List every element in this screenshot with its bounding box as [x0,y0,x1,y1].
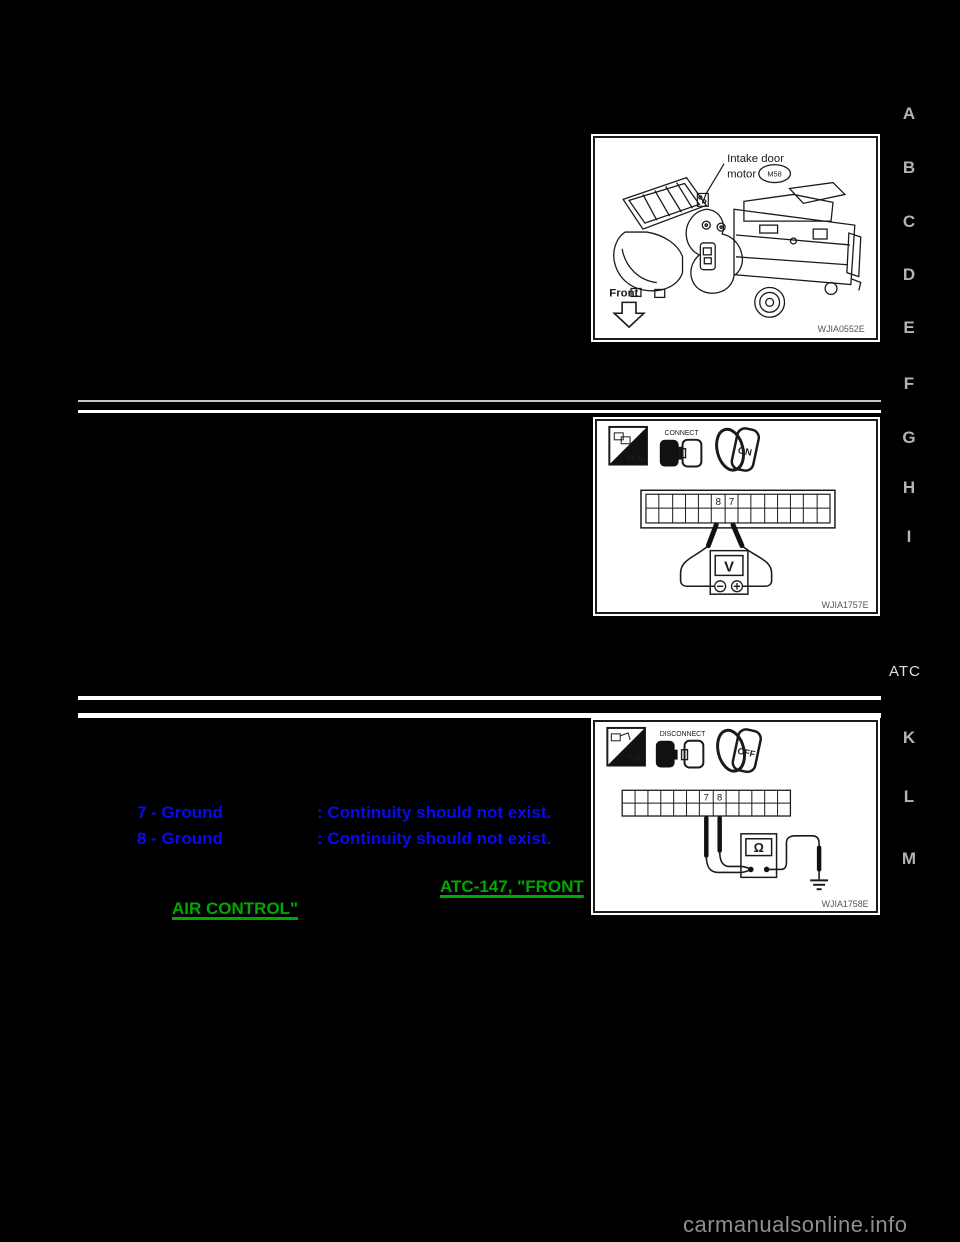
intake-grille [623,178,706,229]
figure-frame [595,419,878,614]
index-letter-m: M [901,849,917,868]
figure-frame [593,136,878,340]
test-lead-wire [681,546,715,587]
figure-code: WJIA1758E [821,899,869,910]
section-label-atc: ATC [889,663,921,680]
continuity-check-drawing [595,722,876,911]
figure-continuity-check [591,718,880,915]
connector-grid [622,790,790,816]
ignition-on-icon [713,426,761,473]
figure-voltage-check [593,417,880,616]
test-lead-wire [742,546,772,587]
connector-ref: M58 [767,169,782,179]
index-letter-b: B [902,158,916,177]
tool-label: T.S. [626,754,644,766]
figure-code: WJIA0552E [817,324,865,335]
pin-label-right: 8 [717,791,723,803]
continuity-check-row [137,826,551,852]
reference-link-atc-147-part2[interactable]: AIR CONTROL" [172,899,299,918]
ground-lead-wire [767,836,819,870]
plus-terminal-icon [732,581,743,592]
check-result: : Continuity should not exist. [317,803,552,822]
disconnect-icon [656,731,706,768]
pin-label-left: 8 [715,497,721,509]
index-letter-k: K [902,728,916,747]
figure-intake-door-motor-location [591,134,880,342]
meter-terminal [748,867,754,873]
tool-label: H.S. [627,453,647,465]
index-letter-e: E [903,318,915,337]
reference-link-atc-147-part1[interactable]: ATC-147, "FRONT [440,877,584,896]
voltmeter-icon [710,551,748,595]
section-divider [78,696,881,718]
section-divider [78,400,881,413]
heater-duct-body [734,183,861,291]
ignition-label: ON [736,444,754,458]
meter-label: V [724,559,735,576]
meter-label: Ω [753,840,764,856]
voltage-check-drawing [597,421,876,612]
ignition-off-icon [714,727,763,774]
check-terminals: 7 - Ground [137,803,223,822]
connector-grid [641,490,835,528]
callout-line1: Intake door [727,152,785,165]
pin-label-left: 7 [703,791,709,803]
ignition-label: OFF [736,745,757,760]
check-terminals: 8 - Ground [137,829,223,848]
index-letter-h: H [902,478,916,497]
index-letter-g: G [902,428,916,447]
continuity-check-list [137,800,551,852]
test-lead-wire [706,856,751,873]
index-letter-i: I [906,527,912,546]
site-watermark[interactable]: carmanualsonline.info [683,1212,908,1237]
connect-icon [660,430,702,467]
ts-tool-icon [607,728,645,766]
index-letter-c: C [902,212,916,231]
figure-code: WJIA1757E [821,600,869,611]
front-arrow-icon [614,302,644,327]
front-label: Front [609,287,639,300]
connection-label: CONNECT [664,429,699,437]
minus-terminal-icon [715,581,726,592]
index-letter-a: A [902,104,916,123]
index-letter-d: D [902,265,916,284]
figure-frame [593,720,878,913]
pulley [755,283,837,318]
continuity-check-row [137,800,551,826]
connection-label: DISCONNECT [659,730,706,738]
index-letter-l: L [903,787,915,806]
ground-icon [810,869,828,889]
pin-label-right: 7 [728,497,735,509]
check-result: : Continuity should not exist. [317,829,552,848]
hs-tool-icon [609,427,647,465]
callout-leader-line [702,164,724,204]
callout-line2: motor [727,168,757,181]
intake-door-motor-drawing [595,138,876,338]
index-letter-f: F [903,374,915,393]
